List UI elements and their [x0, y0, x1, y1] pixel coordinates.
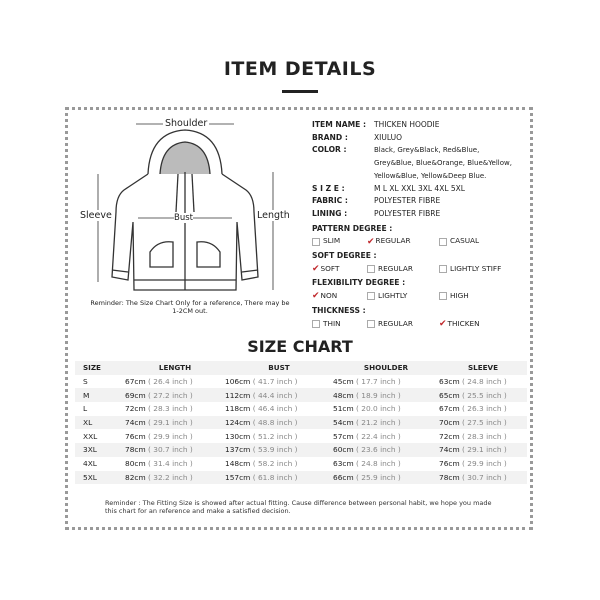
table-row [75, 457, 527, 471]
detail-key: BRAND : [312, 132, 348, 142]
table-row [75, 443, 527, 457]
detail-row [312, 132, 512, 145]
inch-value: ( 29.1 inch ) [148, 418, 193, 428]
inch-value: ( 29.9 inch ) [148, 431, 193, 441]
cm-value: 80cm [125, 459, 146, 469]
column-header: SHOULDER [333, 361, 439, 375]
inch-value: ( 44.4 inch ) [252, 390, 298, 400]
cm-value: 51cm [333, 404, 354, 414]
option-label: THICKEN [447, 318, 480, 328]
inch-value: ( 17.7 inch ) [356, 377, 401, 387]
cm-value: 67cm [125, 377, 146, 387]
option-label: NON [320, 291, 338, 301]
table-row [75, 471, 527, 485]
option-label: SLIM [323, 236, 341, 246]
measure-cell [333, 416, 439, 430]
detail-value: Grey&Blue, Blue&Orange, Blue&Yellow, [374, 159, 512, 168]
measure-cell [439, 471, 527, 485]
inch-value: ( 21.2 inch ) [356, 418, 401, 428]
inch-value: ( 32.2 inch ) [148, 472, 193, 482]
detail-key: FABRIC : [312, 196, 348, 206]
option-label: REGULAR [378, 318, 413, 328]
hoodie-illustration [78, 112, 293, 297]
page-title: ITEM DETAILS [223, 58, 377, 80]
inch-value: ( 58.2 inch ) [252, 459, 298, 469]
measure-cell [333, 443, 439, 457]
measure-cell [333, 388, 439, 402]
inch-value: ( 24.8 inch ) [462, 377, 507, 387]
measure-cell [225, 443, 333, 457]
degree-title: PATTERN DEGREE : [312, 223, 393, 233]
inch-value: ( 29.1 inch ) [462, 445, 507, 455]
measure-cell [125, 375, 225, 389]
checkmark-icon: ✔ [312, 291, 320, 302]
table-row [75, 402, 527, 416]
degree-options [312, 318, 512, 331]
inch-value: ( 28.3 inch ) [462, 431, 507, 441]
cm-value: 67cm [439, 404, 460, 414]
inch-value: ( 30.7 inch ) [462, 472, 507, 482]
measure-cell [225, 375, 333, 389]
measure-cell [225, 429, 333, 443]
cm-value: 148cm [225, 459, 251, 469]
table-row [75, 388, 527, 402]
cm-value: 63cm [333, 459, 354, 469]
inch-value: ( 25.5 inch ) [462, 390, 507, 400]
inch-value: ( 25.9 inch ) [356, 472, 401, 482]
measure-cell [439, 375, 527, 389]
cm-value: 76cm [439, 459, 460, 469]
cm-value: 130cm [225, 431, 251, 441]
inch-value: ( 18.9 inch ) [356, 390, 401, 400]
cm-value: 118cm [225, 404, 251, 414]
cm-value: 70cm [439, 418, 460, 428]
degree-option[interactable] [439, 235, 479, 248]
option-label: HIGH [450, 291, 469, 301]
detail-value: POLYESTER FIBRE [374, 208, 441, 218]
detail-row [312, 170, 512, 183]
size-chart-title: SIZE CHART [247, 337, 353, 356]
cm-value: 60cm [333, 445, 354, 455]
detail-value: Black, Grey&Black, Red&Blue, [374, 146, 480, 155]
inch-value: ( 27.5 inch ) [462, 418, 507, 428]
column-header: SLEEVE [439, 361, 527, 375]
inch-value: ( 20.0 inch ) [356, 404, 401, 414]
measure-cell [439, 443, 527, 457]
degree-option[interactable] [312, 318, 367, 331]
inch-value: ( 41.7 inch ) [252, 377, 298, 387]
cm-value: 78cm [439, 472, 460, 482]
degree-options [312, 290, 512, 303]
detail-key [312, 157, 374, 170]
inch-value: ( 51.2 inch ) [252, 431, 298, 441]
checkmark-icon: ✔ [439, 318, 447, 329]
detail-row [312, 195, 512, 208]
measure-cell [125, 402, 225, 416]
cm-value: 48cm [333, 390, 354, 400]
cm-value: 157cm [225, 472, 251, 482]
inch-value: ( 28.3 inch ) [148, 404, 193, 414]
column-header: SIZE [75, 361, 125, 375]
cm-value: 106cm [225, 377, 251, 387]
measure-cell [225, 416, 333, 430]
inch-value: ( 61.8 inch ) [252, 472, 298, 482]
measure-cell [439, 429, 527, 443]
column-header: LENGTH [125, 361, 225, 375]
degree-option[interactable] [439, 290, 469, 303]
detail-key [312, 170, 374, 183]
cm-value: 74cm [439, 445, 460, 455]
degree-option[interactable] [312, 290, 367, 303]
inch-value: ( 23.6 inch ) [356, 445, 401, 455]
checkbox-icon [367, 265, 375, 273]
measure-cell [333, 402, 439, 416]
detail-row [312, 157, 512, 170]
cm-value: 66cm [333, 472, 354, 482]
size-cell: XL [75, 416, 125, 430]
diagram-reminder: Reminder: The Size Chart Only for a reference, There may be 1-2CM out. [90, 299, 290, 315]
measure-cell [125, 388, 225, 402]
size-chart-table [75, 361, 527, 484]
cm-value: 57cm [333, 431, 354, 441]
checkbox-icon [439, 265, 447, 273]
detail-value: M L XL XXL 3XL 4XL 5XL [374, 183, 465, 193]
size-cell: S [83, 377, 88, 387]
checkmark-icon: ✔ [367, 236, 375, 247]
checkbox-icon [439, 292, 447, 300]
detail-row [312, 119, 512, 132]
measure-cell [333, 429, 439, 443]
measure-cell [333, 457, 439, 471]
measure-cell [225, 457, 333, 471]
table-row [75, 416, 527, 430]
checkbox-icon [312, 320, 320, 328]
measure-cell [125, 471, 225, 485]
inch-value: ( 29.9 inch ) [462, 459, 507, 469]
degree-option[interactable] [367, 318, 439, 331]
title-underline [282, 90, 318, 93]
degree-title: SOFT DEGREE : [312, 251, 377, 261]
degree-option[interactable] [367, 290, 439, 303]
cm-value: 72cm [125, 404, 146, 414]
inch-value: ( 27.2 inch ) [148, 390, 193, 400]
degree-options [312, 235, 512, 248]
degree-option[interactable] [367, 263, 439, 276]
measure-cell [225, 402, 333, 416]
size-cell: XXL [83, 431, 98, 441]
measure-cell [439, 402, 527, 416]
measure-cell [125, 416, 225, 430]
degree-option[interactable] [439, 263, 501, 276]
option-label: CASUAL [450, 236, 480, 246]
table-row [75, 429, 527, 443]
cm-value: 54cm [333, 418, 354, 428]
measure-cell [125, 429, 225, 443]
length-label: Length [257, 210, 290, 221]
degree-options [312, 263, 512, 276]
inch-value: ( 46.4 inch ) [252, 404, 298, 414]
shoulder-label: Shoulder [165, 118, 208, 129]
cm-value: 65cm [439, 390, 460, 400]
size-cell: L [83, 404, 88, 414]
measure-cell [333, 471, 439, 485]
column-header: BUST [225, 361, 333, 375]
inch-value: ( 48.8 inch ) [252, 418, 298, 428]
cm-value: 69cm [125, 390, 146, 400]
detail-key: ITEM NAME : [312, 120, 367, 129]
size-cell: 3XL [75, 443, 125, 457]
measure-cell [439, 416, 527, 430]
inch-value: ( 53.9 inch ) [252, 445, 298, 455]
detail-value: THICKEN HOODIE [374, 120, 440, 129]
checkbox-icon [439, 238, 447, 246]
cm-value: 124cm [225, 418, 251, 428]
cm-value: 74cm [125, 418, 146, 428]
sleeve-label: Sleeve [80, 210, 112, 221]
detail-row [312, 208, 512, 221]
inch-value: ( 24.8 inch ) [356, 459, 401, 469]
measure-cell [439, 457, 527, 471]
option-label: REGULAR [378, 263, 413, 273]
size-chart-reminder: Reminder : The Fitting Size is showed after actual fitting. Cause difference between personal habit, we hope you made this chart for an reference and make a satisfied decision. [105, 499, 492, 515]
inch-value: ( 30.7 inch ) [148, 445, 193, 455]
measure-cell [333, 375, 439, 389]
degree-option[interactable] [312, 263, 367, 276]
measure-cell [125, 443, 225, 457]
checkbox-icon [312, 238, 320, 246]
degree-title: THICKNESS : [312, 305, 366, 315]
degree-option[interactable] [439, 318, 480, 331]
checkbox-icon [367, 292, 375, 300]
detail-key: COLOR : [312, 145, 347, 155]
cm-value: 72cm [439, 431, 460, 441]
cm-value: 112cm [225, 390, 251, 400]
measure-cell [225, 388, 333, 402]
item-details-list [312, 119, 512, 330]
measure-cell [439, 388, 527, 402]
inch-value: ( 31.4 inch ) [148, 459, 193, 469]
detail-value: POLYESTER FIBRE [374, 196, 441, 206]
table-row [75, 375, 527, 389]
bust-label: Bust [174, 213, 193, 223]
option-label: LIGHTLY [378, 291, 408, 301]
cm-value: 78cm [125, 445, 146, 455]
cm-value: 137cm [225, 445, 251, 455]
inch-value: ( 26.3 inch ) [462, 404, 507, 414]
option-label: LIGHTLY STIFF [450, 263, 502, 273]
checkmark-icon: ✔ [312, 264, 320, 275]
cm-value: 82cm [125, 472, 146, 482]
detail-value: XIULUO [374, 132, 403, 142]
size-cell: M [75, 388, 125, 402]
measure-cell [125, 457, 225, 471]
cm-value: 45cm [333, 377, 354, 387]
option-label: REGULAR [375, 236, 411, 246]
option-label: THIN [323, 318, 341, 328]
size-cell: 4XL [83, 459, 97, 469]
detail-row [312, 144, 512, 157]
degree-title: FLEXIBILITY DEGREE : [312, 278, 406, 288]
inch-value: ( 26.4 inch ) [148, 377, 193, 387]
detail-key: LINING : [312, 208, 348, 218]
option-label: SOFT [320, 263, 340, 273]
detail-value: Yellow&Blue, Yellow&Deep Blue. [374, 171, 487, 180]
degree-option[interactable] [312, 235, 367, 248]
cm-value: 76cm [125, 431, 146, 441]
inch-value: ( 22.4 inch ) [356, 431, 401, 441]
cm-value: 63cm [439, 377, 460, 387]
measure-cell [225, 471, 333, 485]
detail-key: S I Z E : [312, 183, 345, 193]
detail-row [312, 183, 512, 196]
checkbox-icon [367, 320, 375, 328]
size-cell: 5XL [75, 471, 125, 485]
degree-option[interactable] [367, 235, 439, 248]
